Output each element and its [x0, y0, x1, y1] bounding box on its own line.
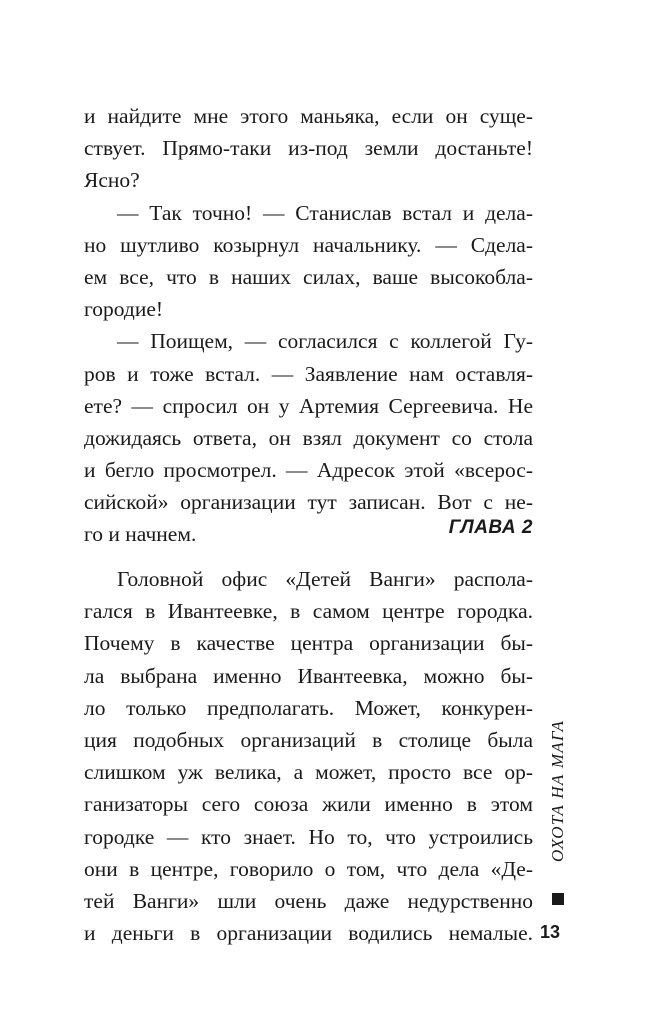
text-line: го и начнем.: [84, 522, 197, 547]
text-line: ете? — спросил он у Артемия Сергеевича. Не: [84, 393, 533, 418]
text-line: дожидаясь ответа, он взял документ со стола: [84, 425, 533, 450]
running-title: [548, 700, 568, 882]
text-line: тей Ванги» шли очень даже недурственно: [84, 888, 533, 913]
text-line: — Так точно! — Станислав встал и дела-: [117, 200, 533, 225]
text-line: Ясно?: [84, 168, 140, 193]
text-line: ция подобных организаций в столице была: [84, 727, 533, 752]
text-line: городке — кто знает. Но то, что устроились: [84, 824, 533, 849]
text-line: слишком уж велика, а может, просто все ор-: [84, 760, 533, 785]
text-line: ганизаторы сего союза жили именно в этом: [84, 792, 533, 817]
text-line: — Поищем, — согласился с коллегой Гу-: [117, 329, 533, 354]
text-line: но шутливо козырнул начальнику. — Сдела-: [84, 232, 533, 257]
square-marker-icon: [552, 893, 564, 905]
text-block-chapter: [84, 563, 533, 949]
text-line: и бегло просмотрел. — Адресок этой «всерос-: [84, 458, 533, 483]
text-line: и деньги в организации водились немалые.: [84, 921, 533, 946]
text-line: ло только предполагать. Может, конкурен-: [84, 695, 533, 720]
text-line: ла выбрана именно Ивантеевка, можно бы-: [84, 663, 533, 688]
text-line: городие!: [84, 297, 164, 322]
text-line: ем все, что в наших силах, ваше высокобла-: [84, 264, 533, 289]
text-line: Почему в качестве центра организации бы-: [84, 631, 533, 656]
page-number: 13: [539, 922, 561, 942]
text-line: Головной офис «Детей Ванги» распола-: [117, 567, 533, 591]
running-title-text: ОХОТА НА МАГА: [548, 719, 567, 863]
text-line: сийской» организации тут записан. Вот с не-: [84, 490, 533, 515]
text-line: и найдите мне этого маньяка, если он суще-: [84, 104, 533, 128]
text-line: ров и тоже встал. — Заявление нам оставля-: [84, 361, 533, 386]
text-line: гался в Ивантеевке, в самом центре городка.: [84, 599, 533, 624]
text-line: они в центре, говорило о том, что дела «Де-: [84, 856, 533, 881]
chapter-heading: ГЛАВА 2: [448, 517, 533, 538]
text-line: ствует. Прямо-таки из-под земли достаньте!: [84, 136, 533, 161]
text-block-top: [84, 100, 533, 551]
